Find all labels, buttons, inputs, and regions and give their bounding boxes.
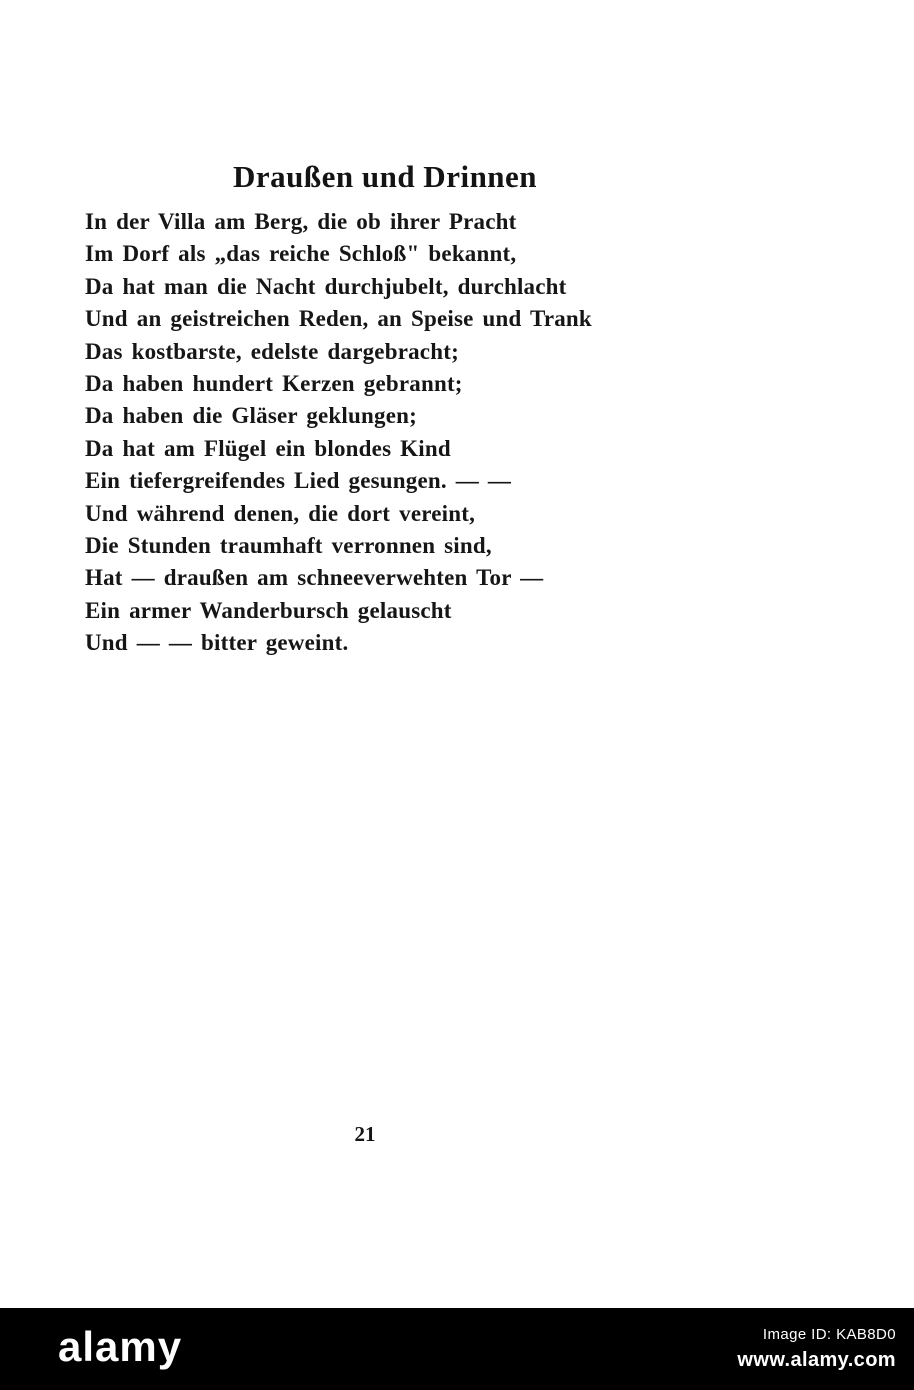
poem-line: Ein tiefergreifendes Lied gesungen. — — bbox=[85, 468, 512, 494]
watermark-info bbox=[737, 1326, 896, 1372]
poem-line: Und während denen, die dort vereint, bbox=[85, 500, 476, 526]
poem-line: In der Villa am Berg, die ob ihrer Pracht bbox=[85, 209, 517, 234]
image-id-label: Image ID: KAB8D0 bbox=[762, 1326, 896, 1343]
poem-line: Die Stunden traumhaft verronnen sind, bbox=[85, 533, 492, 559]
poem-title: Draußen und Drinnen bbox=[232, 158, 538, 194]
poem-line: Da hat man die Nacht durchjubelt, durchlacht bbox=[85, 273, 567, 299]
poem-line: Da haben die Gläser geklungen; bbox=[85, 403, 417, 429]
poem-line: Im Dorf als „das reiche Schloß" bekannt, bbox=[85, 241, 517, 267]
poem-line: Hat — draußen am schneeverwehten Tor — bbox=[85, 565, 544, 591]
alamy-logo: alamy bbox=[58, 1323, 183, 1371]
poem-line: Und an geistreichen Reden, an Speise und Trank bbox=[85, 306, 592, 332]
watermark-url: www.alamy.com bbox=[737, 1349, 896, 1371]
page-number: 21 bbox=[354, 1122, 376, 1146]
poem-line: Da hat am Flügel ein blondes Kind bbox=[85, 435, 451, 461]
poem-line: Da haben hundert Kerzen gebrannt; bbox=[85, 371, 463, 397]
poem-line: Und — — bitter geweint. bbox=[85, 630, 349, 656]
poem-line: Das kostbarste, edelste dargebracht; bbox=[85, 338, 459, 364]
poem-body bbox=[85, 206, 725, 660]
alamy-watermark-bar bbox=[0, 1308, 914, 1390]
poem-line: Ein armer Wanderbursch gelauscht bbox=[85, 597, 452, 623]
